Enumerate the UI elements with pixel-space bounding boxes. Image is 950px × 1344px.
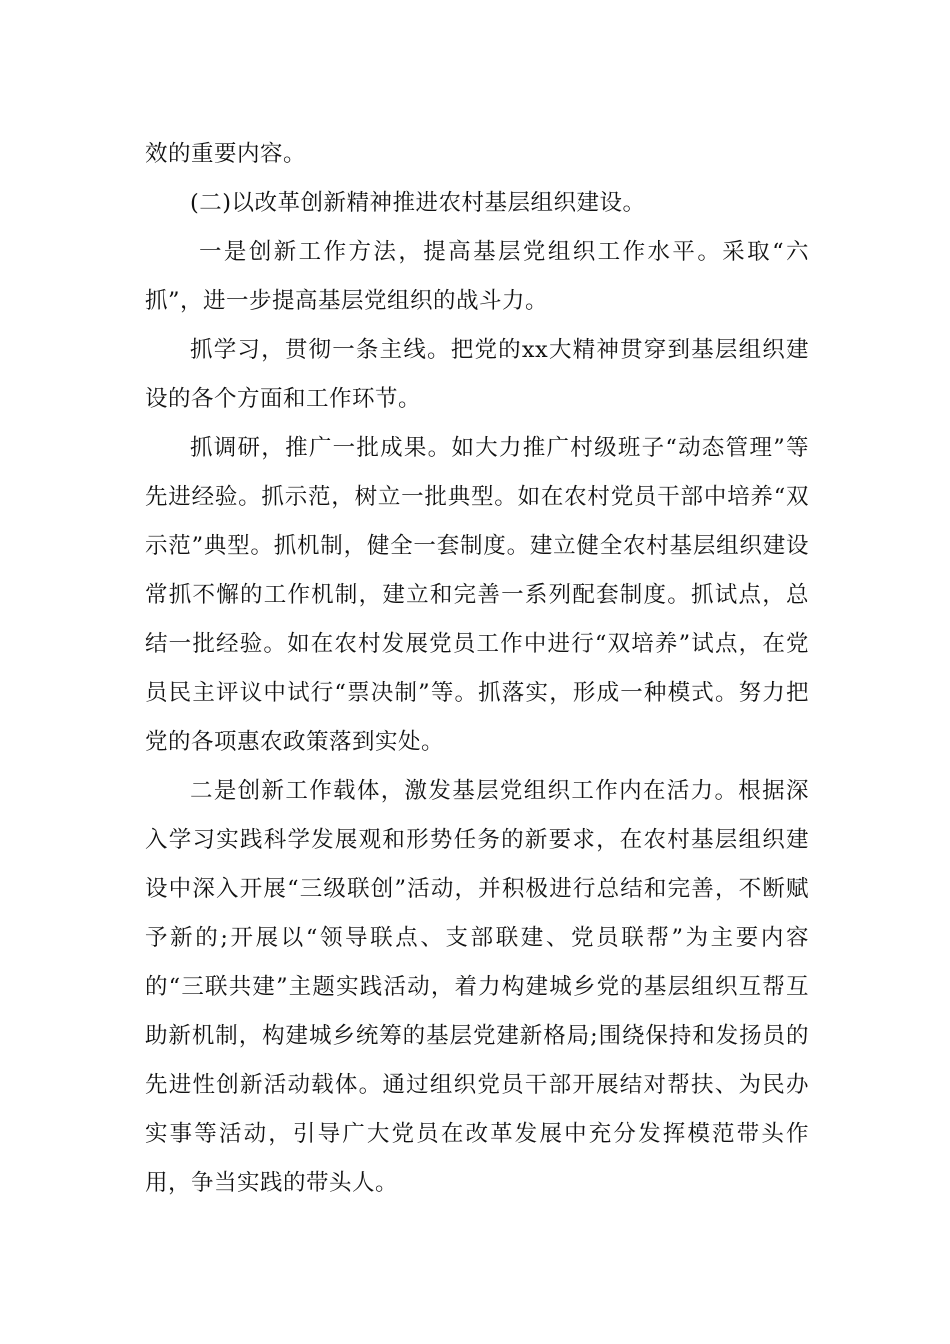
paragraph-research: 抓调研，推广一批成果。如大力推广村级班子“动态管理”等先进经验。抓示范，树立一批典型。如在农村党员干部中培养“双示范”典型。抓机制，健全一套制度。建立健全农村基层组织建设常抓不懈的工作机制，建立和完善一系列配套制度。抓试点，总结一批经验。如在农村发展党员工作中进行“双培养”试点，在党员民主评议中试行“票决制”等。抓落实，形成一种模式。努力把党的各项惠农政策落到实处。 — [145, 435, 809, 755]
paragraph-study: 抓学习，贯彻一条主线。把党的xx大精神贯穿到基层组织建设的各个方面和工作环节。 — [145, 337, 809, 412]
paragraph-method-innovation: 一是创新工作方法，提高基层党组织工作水平。采取“六抓”，进一步提高基层党组织的战斗力。 — [145, 239, 809, 314]
document-body — [145, 130, 809, 1208]
paragraph-continuation: 效的重要内容。 — [145, 141, 307, 167]
paragraph-carrier-innovation: 二是创新工作载体，激发基层党组织工作内在活力。根据深入学习实践科学发展观和形势任务的新要求，在农村基层组织建设中深入开展“三级联创”活动，并积极进行总结和完善，不断赋予新的;开展以“领导联点、支部联建、党员联帮”为主要内容的“三联共建”主题实践活动，着力构建城乡党的基层组织互帮互助新机制，构建城乡统筹的基层党建新格局;围绕保持和发扬员的先进性创新活动载体。通过组织党员干部开展结对帮扶、为民办实事等活动，引导广大党员在改革发展中充分发挥模范带头作用，争当实践的带头人。 — [145, 778, 809, 1196]
section-heading: (二)以改革创新精神推进农村基层组织建设。 — [190, 190, 646, 216]
